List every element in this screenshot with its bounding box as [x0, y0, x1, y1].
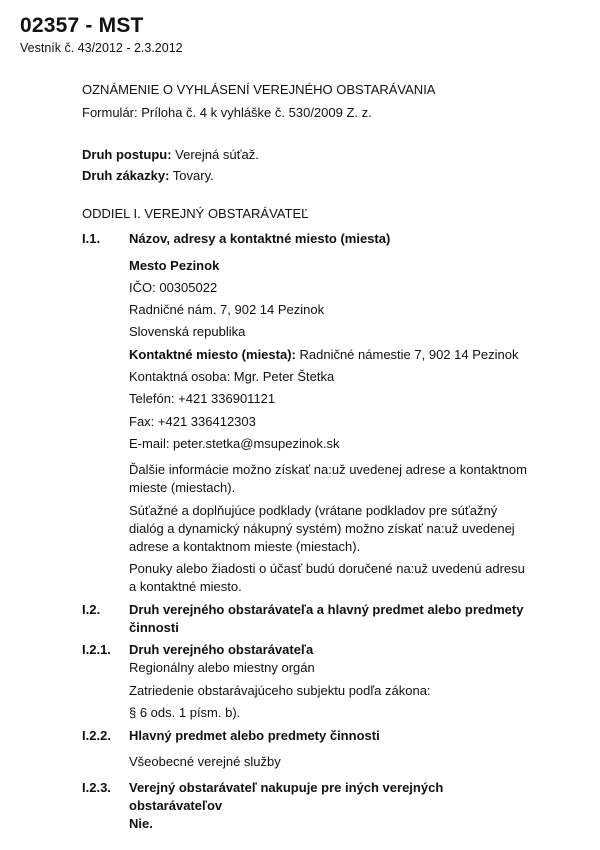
- classification-label: Zatriedenie obstarávajúceho subjektu podľa zákona:: [129, 683, 431, 698]
- section-title: Druh verejného obstarávateľa a hlavný predmet alebo predmety: [129, 602, 524, 617]
- contact-place-label: Kontaktné miesto (miesta):: [129, 347, 296, 362]
- authority-type: Regionálny alebo miestny orgán: [129, 660, 315, 675]
- section-title: činnosti: [129, 620, 179, 635]
- offers-line: Ponuky alebo žiadosti o účasť budú doručené na:už uvedenú adresu: [129, 561, 525, 576]
- contact-person: Kontaktná osoba: Mgr. Peter Štetka: [129, 369, 335, 384]
- section-number: I.1.: [82, 231, 101, 246]
- section-title: Názov, adresy a kontaktné miesto (miesta): [129, 231, 391, 246]
- notice-title: OZNÁMENIE O VYHLÁSENÍ VEREJNÉHO OBSTARÁVANIA: [82, 82, 436, 97]
- docs-line: Súťažné a doplňujúce podklady (vrátane podkladov pre súťažný: [129, 503, 498, 518]
- procedure-type-label: Druh postupu:: [82, 147, 172, 162]
- info-line: mieste (miestach).: [129, 480, 236, 495]
- authority-name: Mesto Pezinok: [129, 258, 220, 273]
- section-title: Hlavný predmet alebo predmety činnosti: [129, 728, 380, 743]
- notice-form: Formulár: Príloha č. 4 k vyhláške č. 530/2009 Z. z.: [82, 105, 372, 120]
- document-id: 02357 - MST: [20, 14, 144, 37]
- authority-country: Slovenská republika: [129, 324, 246, 339]
- docs-line: adrese a kontaktnom mieste (miestach).: [129, 539, 361, 554]
- contact-phone: Telefón: +421 336901121: [129, 391, 276, 406]
- procedure-type-value: Verejná súťaž.: [171, 147, 259, 162]
- authority-address: Radničné nám. 7, 902 14 Pezinok: [129, 302, 325, 317]
- contact-place: [129, 346, 518, 364]
- contact-fax: Fax: +421 336412303: [129, 414, 256, 429]
- bulletin-info: Vestník č. 43/2012 - 2.3.2012: [20, 41, 183, 55]
- docs-line: dialóg a dynamický nákupný systém) možno získať na:už uvedenej: [129, 521, 515, 536]
- offers-line: a kontaktné miesto.: [129, 579, 242, 594]
- contract-type-value: Tovary.: [169, 168, 214, 183]
- contact-email: E-mail: peter.stetka@msupezinok.sk: [129, 436, 340, 451]
- section-number: I.2.: [82, 602, 101, 617]
- procedure-type: [82, 146, 259, 164]
- contact-place-value: Radničné námestie 7, 902 14 Pezinok: [295, 347, 519, 362]
- main-activity: Všeobecné verejné služby: [129, 754, 281, 769]
- section-number: I.2.2.: [82, 728, 111, 743]
- authority-ico: IČO: 00305022: [129, 280, 218, 295]
- section-number: I.2.3.: [82, 780, 111, 795]
- classification-value: § 6 ods. 1 písm. b).: [129, 705, 241, 720]
- info-line: Ďalšie informácie možno získať na:už uvedenej adrese a kontaktnom: [129, 462, 527, 477]
- contract-type-label: Druh zákazky:: [82, 168, 170, 183]
- section-heading: ODDIEL I. VEREJNÝ OBSTARÁVATEĽ: [82, 206, 309, 221]
- section-number: I.2.1.: [82, 642, 111, 657]
- section-title: Verejný obstarávateľ nakupuje pre iných verejných: [129, 780, 444, 795]
- contract-type: [82, 167, 214, 185]
- section-title: obstarávateľov: [129, 798, 223, 813]
- section-title: Druh verejného obstarávateľa: [129, 642, 314, 657]
- purchase-for-others-value: Nie.: [129, 816, 153, 831]
